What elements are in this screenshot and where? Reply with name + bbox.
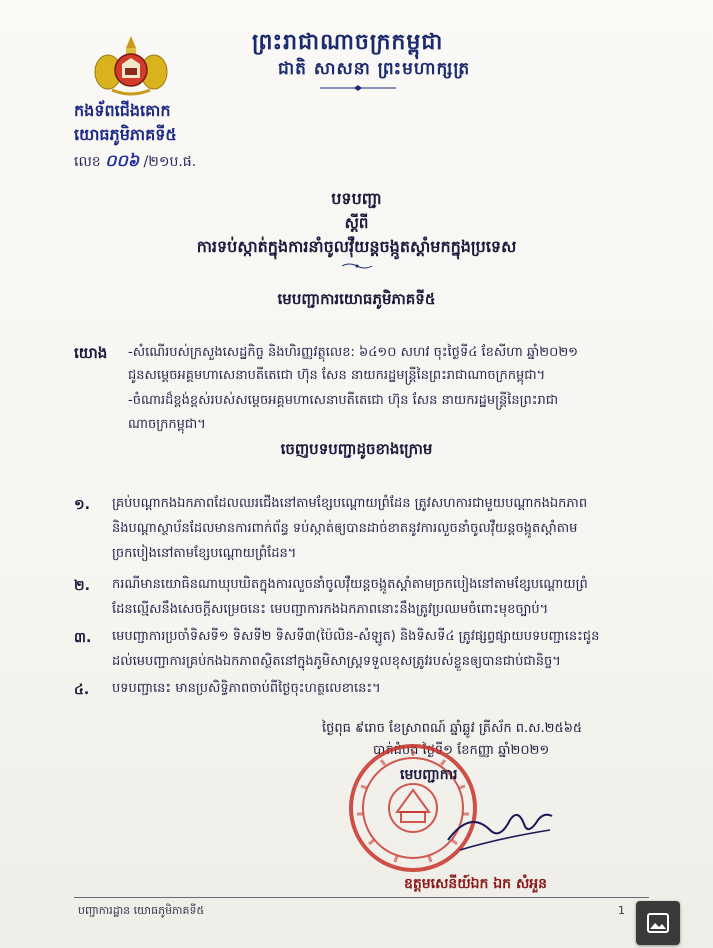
- doc-topic: ការទប់ស្កាត់ក្នុងការនាំចូលវ៉ឺយន្តចង្កូតស្តាំមកក្នុងប្រទេស: [196, 237, 517, 256]
- decision-heading: ចេញបទបញ្ជាដូចខាងក្រោម: [280, 440, 433, 458]
- unit-region: យោធភូមិភាគទី៥: [74, 125, 177, 144]
- footer-divider: [74, 897, 649, 898]
- article-number: ៤.: [74, 682, 90, 698]
- unit-name: កងទ័ពជើងគោក: [74, 101, 171, 120]
- references-label: យោង: [74, 344, 108, 362]
- ref-number-handwritten: ០០៦: [105, 151, 140, 170]
- article-number: ១.: [74, 497, 90, 513]
- article-line: ដល់មេបញ្ជាការគ្រប់កងឯកភាពស្ថិតនៅក្នុងភូមិសាស្ត្រទទួលខុសត្រូវរបស់ខ្លួនឲ្យបានជាប់ជានិច្ច។: [112, 654, 561, 669]
- date-lunar: ថ្ងៃពុធ ៩រោច ខែស្រាពណ៍ ឆ្នាំឆ្លូវ ត្រីស័ក ព.ស.២៥៦៥: [322, 721, 583, 736]
- handwritten-signature: [440, 790, 560, 870]
- reference-line: -ចំណារដ៏ខ្ពង់ខ្ពស់របស់សម្តេចអគ្គមហាសេនាបតីតេជោ ហ៊ុន សែន នាយករដ្ឋមន្ត្រីនៃព្រះរាជា: [128, 393, 559, 408]
- issuer-title: មេបញ្ជាការយោធភូមិភាគទី៥: [277, 290, 436, 308]
- image-icon: [646, 911, 670, 935]
- ref-prefix: លេខ: [74, 154, 106, 170]
- article-number: ៣.: [74, 630, 92, 646]
- article-number: ២.: [74, 578, 90, 594]
- image-view-button[interactable]: [636, 901, 680, 945]
- reference-line: ជូនសម្តេចអគ្គមហាសេនាបតីតេជោ ហ៊ុន សែន នាយករដ្ឋមន្ត្រីនៃព្រះរាជាណាចក្រកម្ពុជា។: [128, 368, 546, 383]
- rcaf-emblem-icon: [92, 32, 170, 98]
- article-line: គ្រប់បណ្តាកងឯកភាពដែលឈរជើងនៅតាមខ្សែបណ្តោយព្រំដែន ត្រូវសហការជាមួយបណ្តាកងឯកភាព: [112, 496, 588, 511]
- national-motto: ជាតិ សាសនា ព្រះមហាក្សត្រ: [278, 59, 471, 79]
- title-ornament: [340, 262, 374, 270]
- article-line: ច្រកបៀងនៅតាមខ្សែបណ្តោយព្រំដែន។: [112, 546, 297, 561]
- article-line: ដែនល្មើសនឹងសេចក្តីសម្រេចនេះ មេបញ្ជាការកងឯកភាពនោះនឹងត្រូវប្រឈមចំពោះមុខច្បាប់។: [112, 602, 549, 617]
- date-solar: បាត់ដំបង ថ្ងៃទី១ ខែកញ្ញា ឆ្នាំ២០២១: [373, 743, 550, 758]
- reference-line: ណាចក្រកម្ពុជា។: [128, 417, 206, 432]
- ornament-divider: [318, 84, 398, 92]
- doc-type-title: បទបញ្ជា: [331, 189, 382, 208]
- article-line: មេបញ្ជាការប្រចាំទិសទី១ ទិសទី២ ទិសទី៣(ប៉ៃលិន-សំឡូត) និងទិសទី៤ ត្រូវផ្សព្វផ្សាយបទបញ្ជានេះជូន: [112, 629, 600, 644]
- kingdom-title: ព្រះរាជាណាចក្រកម្ពុជា: [252, 30, 444, 55]
- article-line: ករណីមានយោធិនណាឃុបឃិតក្នុងការលួចនាំចូលវ៉ឺយន្តចង្កូតស្តាំតាមច្រកបៀងនៅតាមខ្សែបណ្តោយព្រំ: [112, 577, 588, 592]
- reference-line: -សំណើរបស់ក្រសួងសេដ្ឋកិច្ច និងហិរញ្ញវត្ថុលេខ: ៦៤១០ សហវ ចុះថ្ងៃទី៤ ខែសីហា ឆ្នាំ២០២១: [128, 345, 579, 360]
- signer-title: មេបញ្ជាការ: [400, 767, 458, 783]
- article-line: បទបញ្ជានេះ មានប្រសិទ្ធិភាពចាប់ពីថ្ងៃចុះហត្ថលេខានេះ។: [112, 681, 381, 696]
- reference-number: [74, 150, 196, 174]
- ref-suffix: /២១ប.ផ.: [139, 154, 197, 170]
- article-line: និងបណ្តាស្ថាប័នដែលមានការពាក់ព័ន្ធ ទប់ស្កាត់ឲ្យបានដាច់ខាតនូវការលួចនាំចូលវ៉ឺយន្តចង្កូតស្តាំតាម: [112, 521, 578, 536]
- signer-name: ឧត្តមសេនីយ៍ឯក ឯក សំអួន: [404, 876, 548, 892]
- footer-text: បញ្ជាការដ្ឋាន យោធភូមិភាគទី៥: [78, 904, 205, 917]
- doc-about: ស្តីពី: [344, 214, 369, 232]
- page-number: 1: [618, 904, 625, 917]
